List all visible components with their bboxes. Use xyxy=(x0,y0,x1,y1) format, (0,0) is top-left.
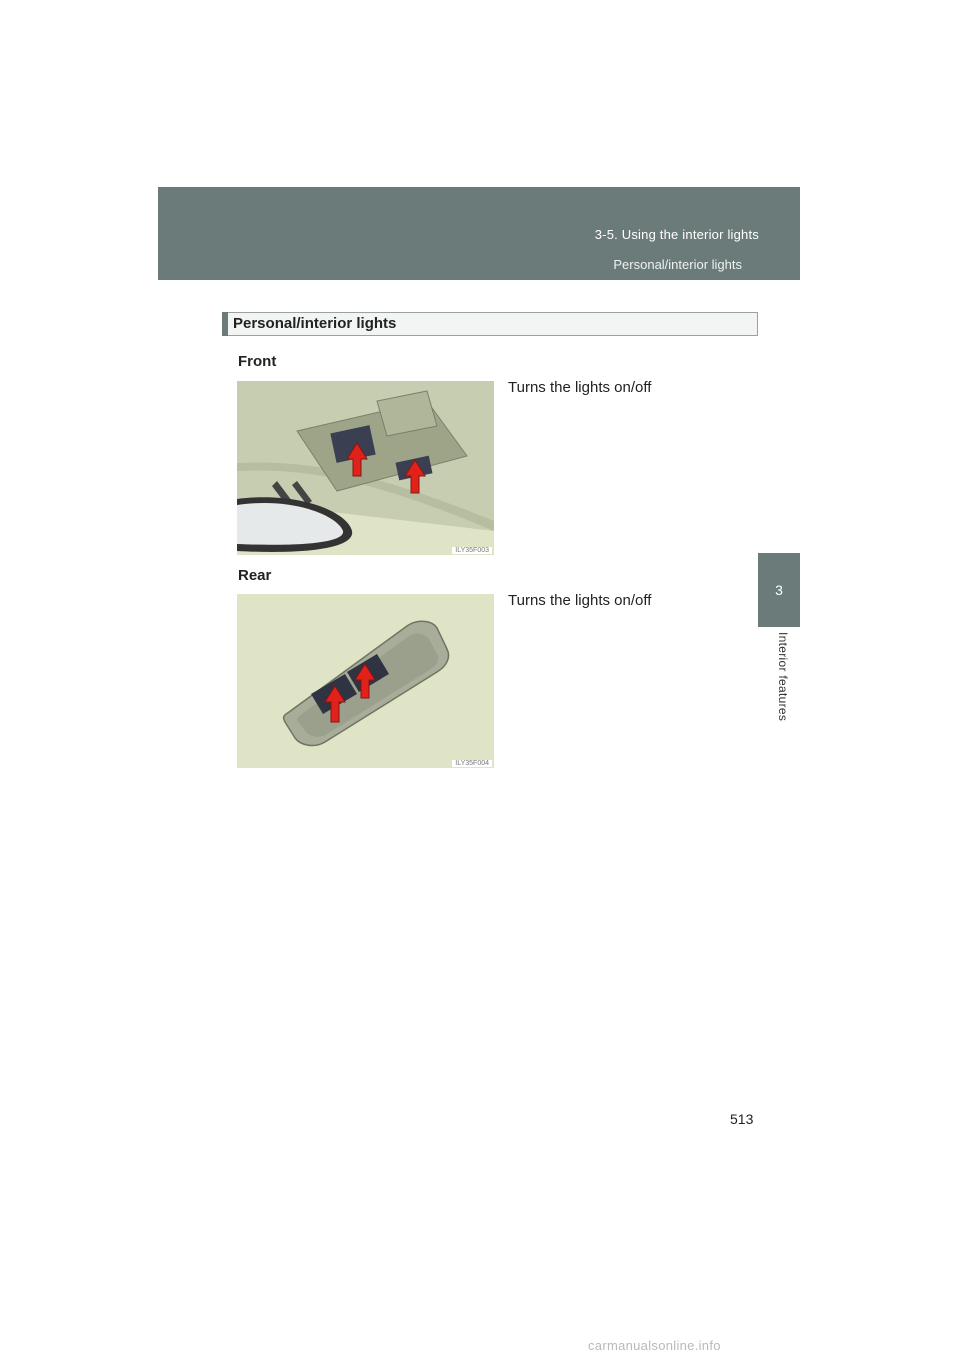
front-light-illustration xyxy=(237,381,494,555)
header-band xyxy=(158,187,800,280)
front-light-drawing xyxy=(237,381,494,555)
front-heading: Front xyxy=(238,353,277,370)
rear-heading: Rear xyxy=(238,567,272,584)
chapter-label: Interior features xyxy=(776,632,790,722)
rear-description: Turns the lights on/off xyxy=(508,592,652,609)
front-description: Turns the lights on/off xyxy=(508,379,652,396)
section-title-bar xyxy=(222,312,758,336)
chapter-number: 3 xyxy=(775,582,783,598)
rear-figure-code: ILY35F004 xyxy=(452,760,492,767)
page-number: 513 xyxy=(730,1111,754,1127)
rear-light-illustration xyxy=(237,594,494,768)
rear-light-drawing xyxy=(237,594,494,768)
section-title: Personal/interior lights xyxy=(233,315,397,332)
header-section-title: 3-5. Using the interior lights xyxy=(594,227,759,242)
chapter-tab xyxy=(758,553,800,627)
watermark: carmanualsonline.info xyxy=(588,1338,721,1353)
front-figure-code: ILY35F003 xyxy=(452,547,492,554)
header-subtitle: Personal/interior lights xyxy=(613,257,742,272)
